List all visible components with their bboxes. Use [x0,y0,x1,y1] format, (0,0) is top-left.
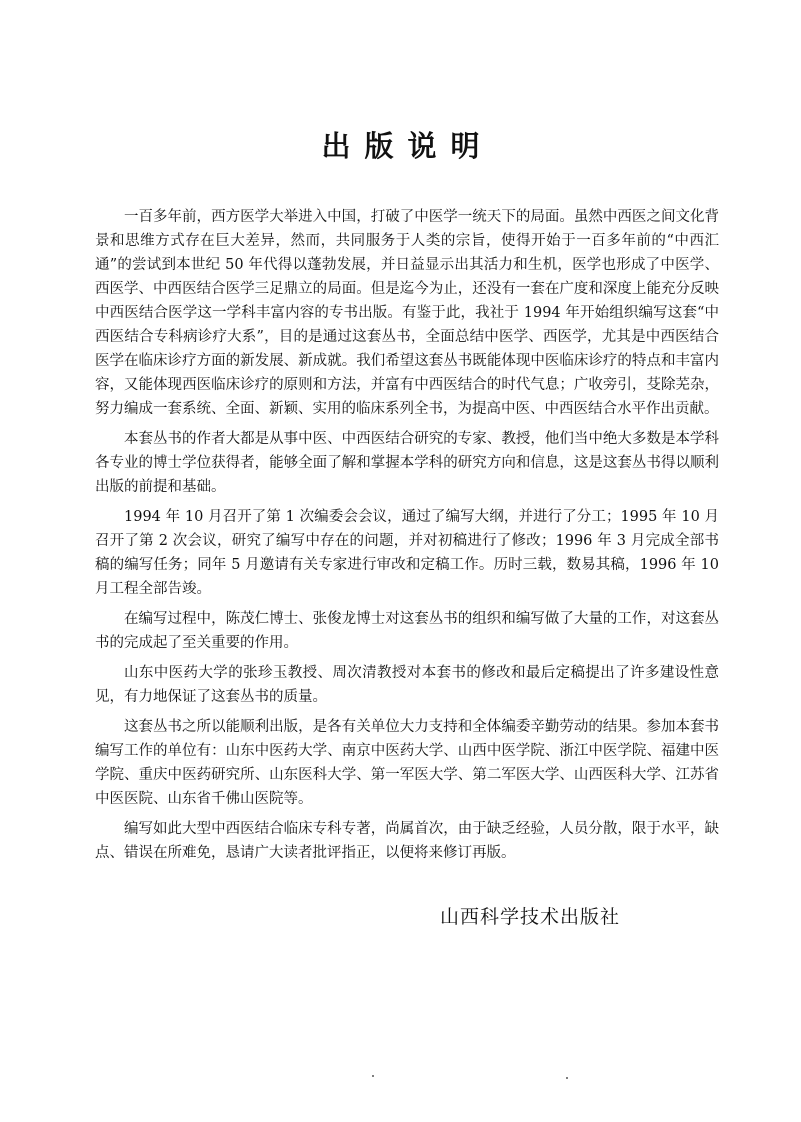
page-title: 出版说明 [321,129,494,163]
paragraph-7: 编写如此大型中西医结合临床专科专著，尚属首次，由于缺乏经验，人员分散，限于水平，缺点、错误在所难免，恳请广大读者批评指正，以便将来修订再版。 [95,821,719,861]
paragraph-3: 1994 年 10 月召开了第 1 次编委会会议，通过了编写大纲，并进行了分工；1995 年 10 月召开了第 2 次会议，研究了编写中存在的问题，并对初稿进行了修改；1996 年 3 月完成全部书稿的编写任务；同年 5 月邀请有关专家进行审改和定稿工作。历时三载，数易其稿，1996 年 10 月工程全部告竣。 [95,509,719,597]
paragraph-2: 本套丛书的作者大都是从事中医、中西医结合研究的专家、教授，他们当中绝大多数是本学科各专业的博士学位获得者，能够全面了解和掌握本学科的研究方向和信息，这是这套丛书得以顺利出版的前提和基础。 [95,431,719,495]
paragraph-5: 山东中医药大学的张珍玉教授、周次清教授对本套书的修改和最后定稿提出了许多建设性意见，有力地保证了这套丛书的质量。 [95,665,719,705]
paragraph-4: 在编写过程中，陈茂仁博士、张俊龙博士对这套丛书的组织和编写做了大量的工作，对这套丛书的完成起了至关重要的作用。 [95,611,719,651]
paragraph-6: 这套丛书之所以能顺利出版，是各有关单位大力支持和全体编委辛勤劳动的结果。参加本套书编写工作的单位有：山东中医药大学、南京中医药大学、山西中医学院、浙江中医学院、福建中医学院、重庆中医药研究所、山东医科大学、第一军医大学、第二军医大学、山西医科大学、江苏省中医医院、山东省千佛山医院等。 [95,719,719,807]
paragraph-1: 一百多年前，西方医学大举进入中国，打破了中医学一统天下的局面。虽然中西医之间文化背景和思维方式存在巨大差异，然而，共同服务于人类的宗旨，使得开始于一百多年前的“中西汇通”的尝试到本世纪 50 年代得以蓬勃发展，并日益显示出其活力和生机，医学也形成了中医学、西医学、中西医结合医学三足鼎立的局面。但是迄今为止，还没有一套在广度和深度上能充分反映中西医结合医学这一学科丰富内容的专书出版。有鉴于此，我社于 1994 年开始组织编写这套“中西医结合专科病诊疗大系”，目的是通过这套丛书，全面总结中医学、西医学，尤其是中西医结合医学在临床诊疗方面的新发展、新成就。我们希望这套丛书既能体现中医临床诊疗的特点和丰富内容，又能体现西医临床诊疗的原则和方法，并富有中西医结合的时代气息；广收旁引，芟除芜杂，努力编成一套系统、全面、新颖、实用的临床系列全书，为提高中医、中西医结合水平作出贡献。 [95,209,719,417]
scan-speck [566,1077,568,1079]
scan-speck [372,1075,374,1077]
publisher-name: 山西科学技术出版社 [440,906,621,928]
document-body [95,205,719,865]
